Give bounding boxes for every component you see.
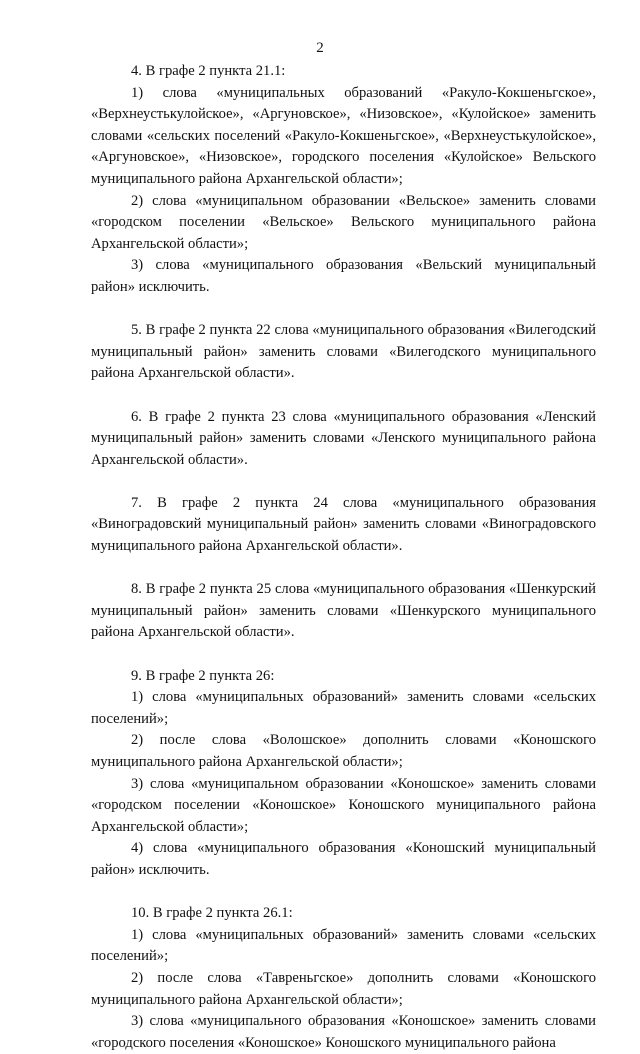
section-gap — [91, 299, 596, 321]
subitem-paragraph: 3) слова «муниципального образования «Коношское» заменить словами «городского поселения «Коношское» Коношского муниципального района — [91, 1013, 596, 1051]
section-heading-paragraph: 8. В графе 2 пункта 25 слова «муниципального образования «Шенкурский муниципальный район» заменить словами «Шенкурского муниципального района Архангельской области». — [91, 581, 596, 641]
section-heading-paragraph: 4. В графе 2 пункта 21.1: — [131, 63, 286, 79]
document-section — [91, 61, 596, 299]
section-heading-paragraph: 6. В графе 2 пункта 23 слова «муниципального образования «Ленский муниципальный район» заменить словами «Ленского муниципального района Архангельской области». — [91, 408, 596, 468]
subitem-paragraph: 1) слова «муниципальных образований «Ракуло-Кокшеньгское», «Верхнеустькулойское», «Аргуновское», «Низовское», «Кулойское» заменить словами «сельских поселений «Ракуло-Кокшеньгское», «Верхнеустькулойское», «Аргуновское», «Низовское», городского поселения «Кулойское» Вельского муниципального района Архангельской области»; — [91, 84, 596, 187]
subitem-paragraph: 1) слова «муниципальных образований» заменить словами «сельских поселений»; — [91, 926, 596, 965]
document-section — [91, 903, 596, 1054]
section-gap — [91, 385, 596, 407]
subitem-paragraph: 2) слова «муниципальном образовании «Вельское» заменить словами «городском поселении «Вельское» Вельского муниципального района Архангельской области»; — [91, 192, 596, 252]
document-section — [91, 493, 596, 558]
section-gap — [91, 644, 596, 666]
subitem-paragraph: 4) слова «муниципального образования «Коношский муниципальный район» исключить. — [91, 840, 596, 878]
document-body — [91, 61, 596, 1054]
subitem-paragraph: 2) после слова «Тавреньгское» дополнить словами «Коношского муниципального района Архангельской области»; — [91, 969, 596, 1008]
section-gap — [91, 471, 596, 493]
document-section — [91, 666, 596, 882]
page-number: 2 — [316, 40, 324, 56]
subitem-paragraph: 3) слова «муниципальном образовании «Коношское» заменить словами «городском поселении «Коношское» Коношского муниципального района Архангельской области»; — [91, 775, 596, 835]
section-gap — [91, 558, 596, 580]
section-heading-paragraph: 5. В графе 2 пункта 22 слова «муниципального образования «Вилегодский муниципальный район» заменить словами «Вилегодского муниципального района Архангельской области». — [91, 322, 596, 382]
document-section — [91, 407, 596, 472]
section-heading-paragraph: 10. В графе 2 пункта 26.1: — [131, 905, 293, 922]
subitem-paragraph: 2) после слова «Волошское» дополнить словами «Коношского муниципального района Архангельской области»; — [91, 732, 596, 770]
document-section — [91, 320, 596, 385]
subitem-paragraph: 1) слова «муниципальных образований» заменить словами «сельских поселений»; — [91, 689, 596, 727]
document-section — [91, 579, 596, 644]
subitem-paragraph: 3) слова «муниципального образования «Вельский муниципальный район» исключить. — [91, 257, 596, 295]
section-gap — [91, 882, 596, 904]
section-heading-paragraph: 7. В графе 2 пункта 24 слова «муниципального образования «Виноградовский муниципальный район» заменить словами «Виноградовского муниципального района Архангельской области». — [91, 494, 596, 555]
section-heading-paragraph: 9. В графе 2 пункта 26: — [131, 667, 275, 684]
